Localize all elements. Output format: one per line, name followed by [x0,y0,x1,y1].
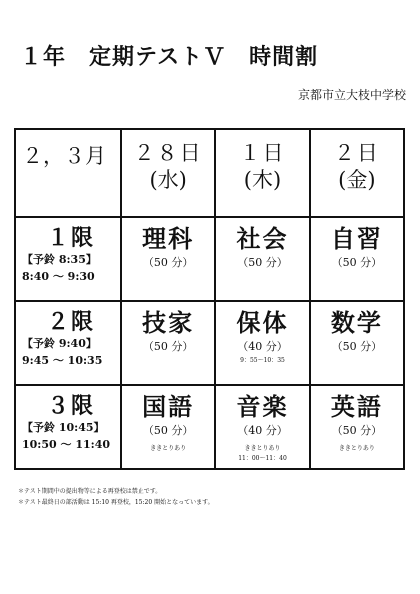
subject-cell [215,217,309,301]
exam-time-note: 11：00～11：40 [238,455,287,462]
subject-name: 音楽 [236,392,289,421]
period-row [15,301,404,385]
day-header [310,129,404,217]
subject-duration: （50 分） [331,424,383,437]
period-header [15,217,121,301]
footer-note: ＊テスト期間中の提出物等による再登校は禁止です。 [18,488,162,495]
day-weekday: (木) [243,168,282,192]
period-row [15,385,404,469]
period-name: １限 [46,225,95,251]
subject-duration: （50 分） [237,256,288,269]
subject-cell [310,385,404,469]
bell-time: 【予鈴 10:45】 [22,421,105,434]
period-times: 9:45 ～ 10:35 [22,354,103,367]
bell-time: 【予鈴 8:35】 [22,253,97,266]
period-name: ３限 [46,393,95,419]
subject-cell [310,301,404,385]
day-weekday: (水) [149,168,187,192]
subject-name: 理科 [142,224,195,253]
page-title: １年 定期テストＶ 時間割 [20,44,319,70]
timetable [14,128,405,470]
subject-name: 英語 [330,392,383,421]
day-date: １日 [239,141,286,165]
subject-name: 技家 [142,308,195,337]
subject-duration: （50 分） [142,424,194,437]
subject-cell [310,217,404,301]
subject-duration: （50 分） [331,340,383,353]
subject-cell [121,385,215,469]
subject-duration: （50 分） [142,256,194,269]
period-name: ２限 [46,309,95,335]
footer-notes [18,486,214,508]
subject-cell [215,301,309,385]
bell-time: 【予鈴 9:40】 [22,337,97,350]
day-date: ２日 [333,141,380,165]
subject-cell [121,301,215,385]
period-header [15,385,121,469]
subject-cell [121,217,215,301]
subject-name: 国語 [142,392,195,421]
subject-name: 保体 [236,308,289,337]
period-times: 10:50 ～ 11:40 [22,438,111,451]
listening-note: ききとりあり [244,445,281,452]
subject-name: 社会 [236,224,289,253]
header-row [15,129,404,217]
subject-duration: （40 分） [237,340,288,353]
listening-note: ききとりあり [150,445,187,452]
day-header [121,129,215,217]
footer-note: ＊テスト最終日の部活動は 15:10 再登校，15:20 開始となっています。 [18,499,214,506]
period-times: 8:40 ～ 9:30 [22,270,95,283]
exam-time-note: 9：55～10：35 [240,357,285,364]
subject-duration: （40 分） [237,424,288,437]
day-weekday: (金) [338,168,376,192]
subject-name: 自習 [330,224,383,253]
day-date: ２８日 [133,141,203,165]
subject-duration: （50 分） [142,340,194,353]
day-header [215,129,309,217]
subject-cell [215,385,309,469]
month-label: ２，３月 [15,129,121,217]
period-header [15,301,121,385]
subject-duration: （50 分） [331,256,383,269]
school-name: 京都市立大枝中学校 [297,88,406,102]
period-row [15,217,404,301]
subject-name: 数学 [330,308,383,337]
listening-note: ききとりあり [338,445,375,452]
